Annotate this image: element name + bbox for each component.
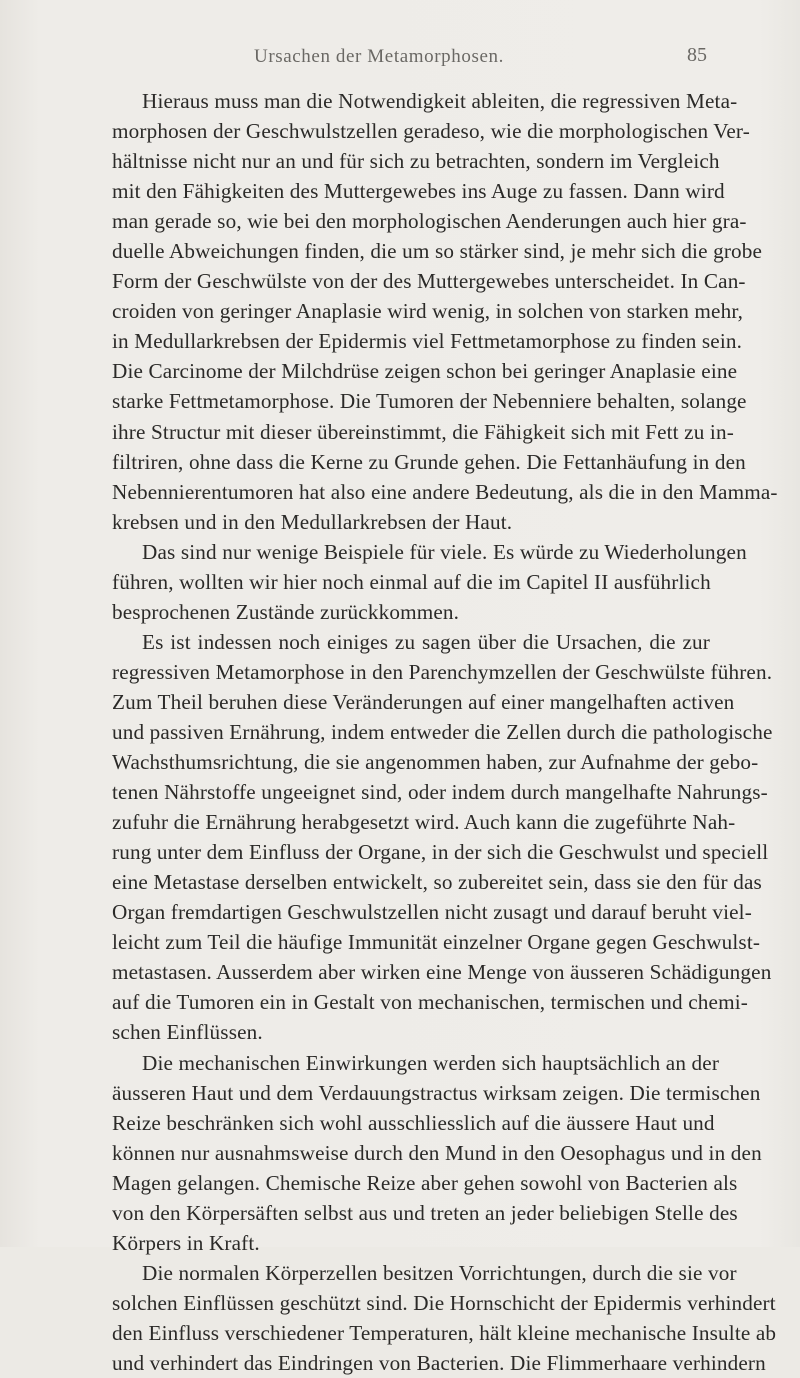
text-line: Die mechanischen Einwirkungen werden sich hauptsächlich an der: [142, 1050, 720, 1075]
text-line: filtriren, ohne dass die Kerne zu Grunde gehen. Die Fettanhäufung in den: [112, 449, 746, 474]
text-line: duelle Abweichungen finden, die um so stärker sind, je mehr sich die grobe: [112, 239, 763, 264]
text-line: und passiven Ernährung, indem entweder die Zellen durch die pathologische: [112, 719, 773, 744]
text-line: und verhindert das Eindringen von Bacterien. Die Flimmerhaare verhindern: [112, 1350, 766, 1375]
text-line: tenen Nährstoffe ungeeignet sind, oder indem durch mangelhafte Nahrungs-: [112, 780, 768, 805]
text-line: können nur ausnahmsweise durch den Mund in den Oesophagus und in den: [112, 1140, 762, 1165]
text-line: croiden von geringer Anaplasie wird wenig, in solchen von starken mehr,: [112, 299, 744, 324]
text-line: starke Fettmetamorphose. Die Tumoren der Nebenniere behalten, solange: [112, 389, 747, 414]
text-line: Magen gelangen. Chemische Reize aber gehen sowohl von Bacterien als: [112, 1170, 738, 1195]
text-line: rung unter dem Einfluss der Organe, in der sich die Geschwulst und speciell: [112, 840, 769, 865]
text-line: Organ fremdartigen Geschwulstzellen nicht zusagt und darauf beruht viel-: [112, 900, 752, 925]
text-line: Zum Theil beruhen diese Veränderungen auf einer mangelhaften activen: [112, 689, 735, 714]
text-line: ihre Structur mit dieser übereinstimmt, die Fähigkeit sich mit Fett zu in-: [112, 419, 734, 444]
text-line: von den Körpersäften selbst aus und treten an jeder beliebigen Stelle des: [112, 1200, 738, 1225]
body-text: [112, 86, 778, 1378]
text-line: in Medullarkrebsen der Epidermis viel Fettmetamorphose zu finden sein.: [112, 329, 743, 354]
text-line: Hieraus muss man die Notwendigkeit ableiten, die regressiven Meta-: [142, 89, 738, 113]
text-line: leicht zum Teil die häufige Immunität einzelner Organe gegen Geschwulst-: [112, 930, 761, 955]
text-line: Die normalen Körperzellen besitzen Vorrichtungen, durch die sie vor: [142, 1260, 737, 1285]
text-line: hältnisse nicht nur an und für sich zu betrachten, sondern im Vergleich: [112, 149, 720, 174]
text-line: solchen Einflüssen geschützt sind. Die Hornschicht der Epidermis verhindert: [112, 1290, 776, 1315]
page-number: 85: [687, 44, 707, 66]
text-line: auf die Tumoren ein in Gestalt von mechanischen, termischen und chemi-: [112, 990, 748, 1015]
text-line: mit den Fähigkeiten des Muttergewebes ins Auge zu fassen. Dann wird: [112, 179, 725, 204]
text-line: metastasen. Ausserdem aber wirken eine Menge von äusseren Schädigungen: [112, 960, 772, 985]
text-line: Form der Geschwülste von der des Muttergewebes unterscheidet. In Can-: [112, 269, 746, 294]
text-line: morphosen der Geschwulstzellen geradeso, wie die morphologischen Ver-: [112, 119, 750, 144]
text-line: eine Metastase derselben entwickelt, so zubereitet sein, dass sie den für das: [112, 870, 762, 895]
text-line: regressiven Metamorphose in den Parenchymzellen der Geschwülste führen.: [112, 659, 773, 684]
text-line: man gerade so, wie bei den morphologischen Aenderungen auch hier gra-: [112, 209, 747, 234]
text-line: besprochenen Zustände zurückkommen.: [112, 599, 460, 624]
text-line: führen, wollten wir hier noch einmal auf die im Capitel II ausführlich: [112, 569, 711, 594]
text-line: Reize beschränken sich wohl ausschliesslich auf die äussere Haut und: [112, 1110, 715, 1135]
text-line: den Einfluss verschiedener Temperaturen, hält kleine mechanische Insulte ab: [112, 1320, 777, 1345]
text-line: Es ist indessen noch einiges zu sagen über die Ursachen, die zur: [142, 629, 710, 654]
text-line: Wachsthumsrichtung, die sie angenommen haben, zur Aufnahme der gebo-: [112, 750, 759, 775]
text-line: schen Einflüssen.: [112, 1020, 263, 1045]
text-line: zufuhr die Ernährung herabgesetzt wird. Auch kann die zugeführte Nah-: [112, 810, 736, 835]
text-line: Das sind nur wenige Beispiele für viele. Es würde zu Wiederholungen: [142, 539, 747, 564]
text-line: Nebennierentumoren hat also eine andere Bedeutung, als die in den Mamma-: [112, 479, 778, 504]
text-line: äusseren Haut und dem Verdauungstractus wirksam zeigen. Die termischen: [112, 1080, 761, 1105]
running-head: Ursachen der Metamorphosen.: [254, 46, 504, 67]
text-line: krebsen und in den Medullarkrebsen der Haut.: [112, 509, 513, 534]
text-line: Die Carcinome der Milchdrüse zeigen schon bei geringer Anaplasie eine: [112, 359, 738, 384]
text-line: Körpers in Kraft.: [112, 1230, 260, 1255]
